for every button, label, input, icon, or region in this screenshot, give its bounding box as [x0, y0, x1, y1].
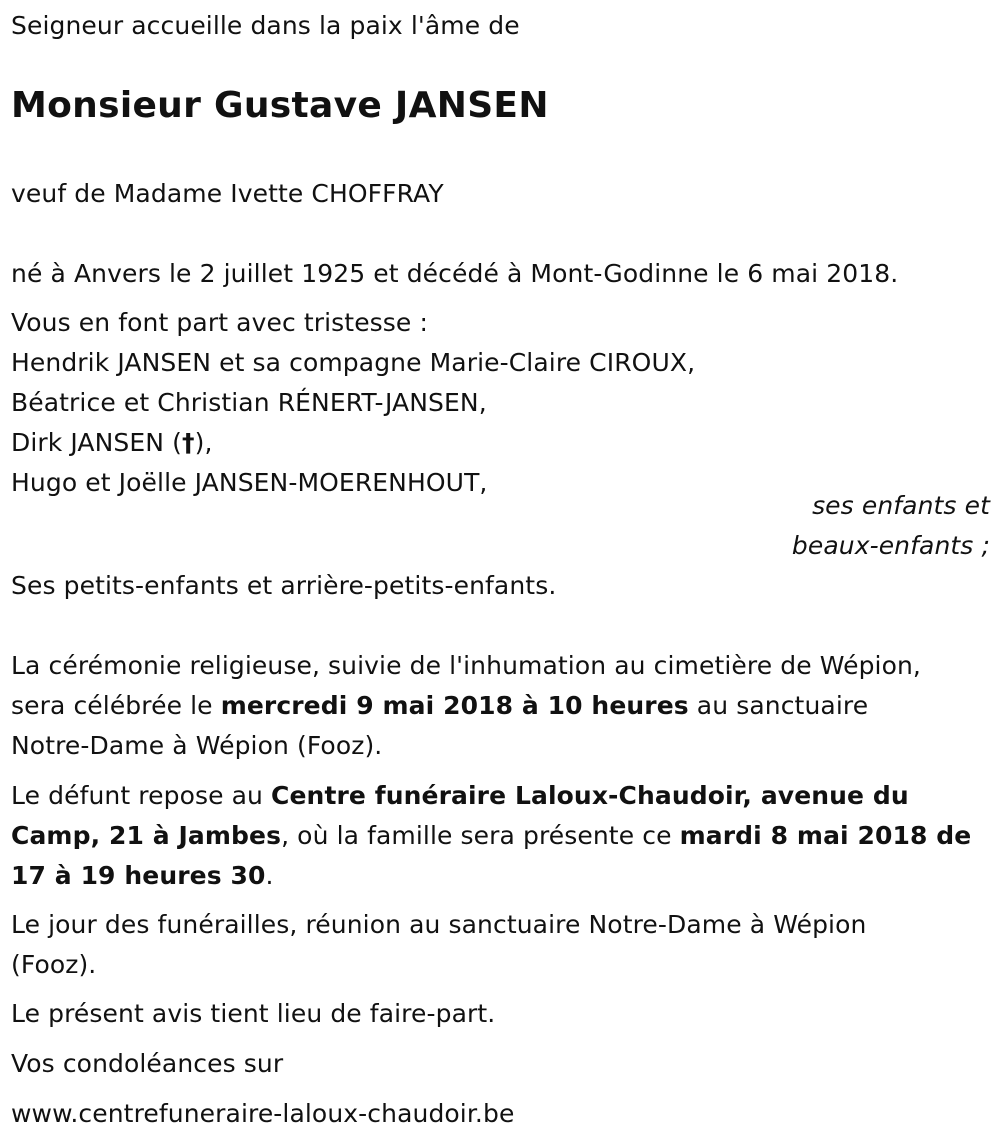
- ceremony-text: au sanctuaire: [688, 691, 869, 720]
- repose-date: mardi 8 mai 2018 de: [679, 821, 972, 850]
- ceremony-text: sera célébrée le: [11, 691, 221, 720]
- repose-text: .: [265, 861, 274, 890]
- condolences-text: Vos condoléances sur: [11, 1049, 284, 1078]
- family-line-dirk: [11, 423, 213, 463]
- funeral-day-line: (Fooz).: [11, 950, 97, 979]
- grandchildren-text: Ses petits-enfants et arrière-petits-enfants.: [11, 571, 557, 600]
- ceremony-line: [11, 686, 868, 726]
- repose-line: [11, 816, 971, 856]
- cross-icon: †: [182, 428, 195, 457]
- family-line: Hugo et Joëlle JANSEN-MOERENHOUT,: [11, 468, 488, 497]
- repose-text: , où la famille sera présente ce: [281, 821, 680, 850]
- repose-time: 17 à 19 heures 30: [11, 861, 266, 890]
- ceremony-line: Notre-Dame à Wépion (Fooz).: [11, 731, 383, 760]
- notice-text: Le présent avis tient lieu de faire-part.: [11, 999, 496, 1028]
- funeral-day-line: Le jour des funérailles, réunion au sanctuaire Notre-Dame à Wépion: [11, 910, 867, 939]
- deceased-name: Monsieur Gustave JANSEN: [11, 85, 549, 126]
- ceremony-date: mercredi 9 mai 2018 à 10 heures: [220, 691, 689, 720]
- birth-death-text: né à Anvers le 2 juillet 1925 et décédé à Mont-Godinne le 6 mai 2018.: [11, 259, 899, 288]
- role-text: ses enfants et: [812, 491, 990, 520]
- intro-text: Seigneur accueille dans la paix l'âme de: [11, 11, 520, 40]
- website-link[interactable]: www.centrefuneraire-laloux-chaudoir.be: [11, 1099, 515, 1128]
- repose-location: Camp, 21 à Jambes: [11, 821, 282, 850]
- announce-text: Vous en font part avec tristesse :: [11, 308, 428, 337]
- ceremony-line: La cérémonie religieuse, suivie de l'inhumation au cimetière de Wépion,: [11, 651, 921, 680]
- dirk-close: ),: [194, 428, 213, 457]
- role-text: beaux-enfants ;: [791, 531, 990, 560]
- repose-text: Le défunt repose au: [11, 781, 272, 810]
- dirk-name: Dirk JANSEN (: [11, 428, 183, 457]
- repose-location: Centre funéraire Laloux-Chaudoir, avenue du: [271, 781, 909, 810]
- family-line: Hendrik JANSEN et sa compagne Marie-Claire CIROUX,: [11, 348, 696, 377]
- repose-line: [11, 856, 274, 896]
- family-line: Béatrice et Christian RÉNERT-JANSEN,: [11, 388, 487, 417]
- spouse-text: veuf de Madame Ivette CHOFFRAY: [11, 179, 444, 208]
- repose-line: [11, 776, 909, 816]
